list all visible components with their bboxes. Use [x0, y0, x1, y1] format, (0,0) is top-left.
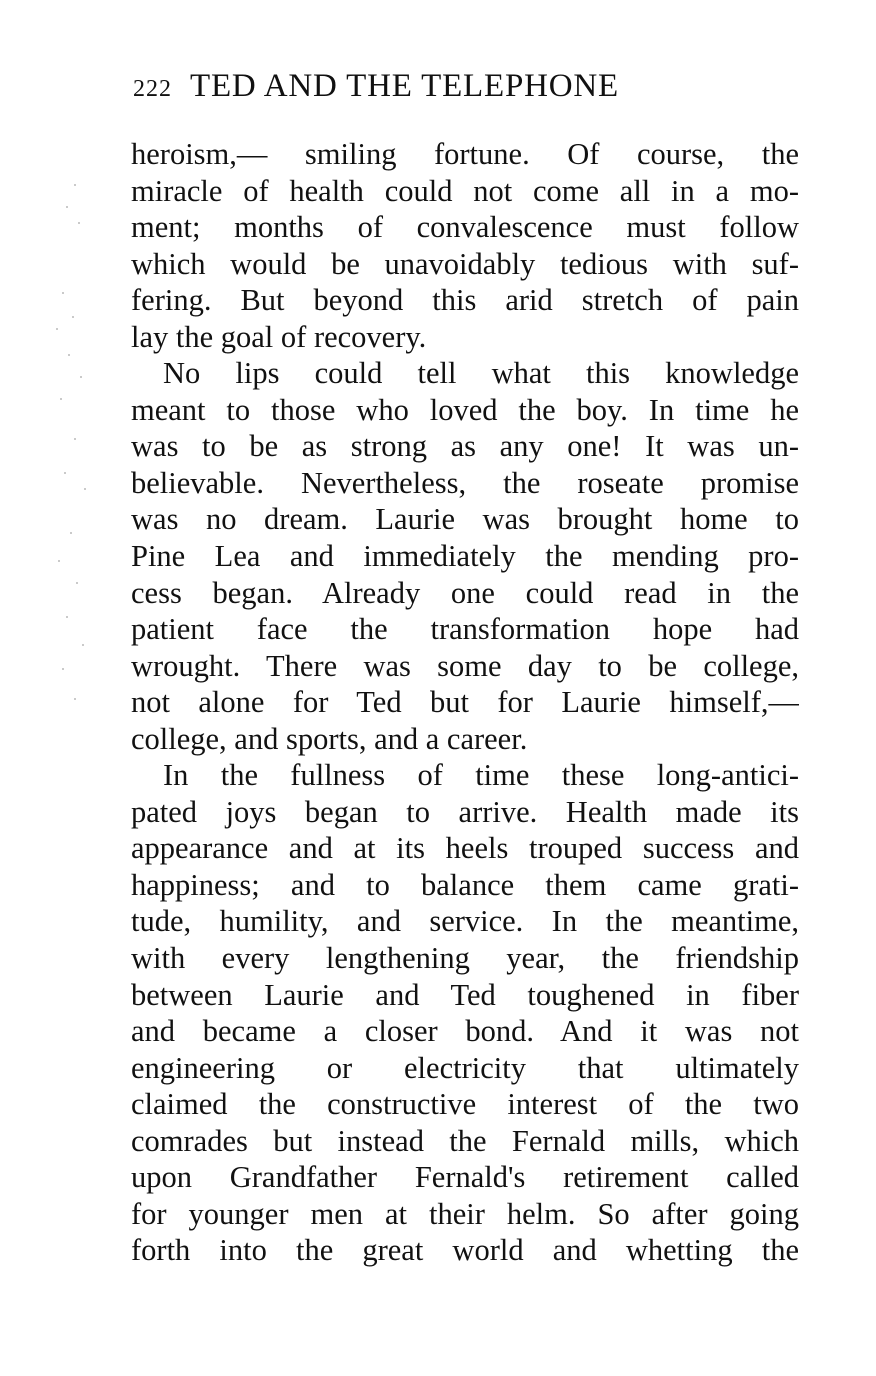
text-line: happiness; and to balance them came grati- — [131, 867, 799, 902]
text-line: cess began. Already one could read in the — [131, 575, 799, 610]
page-number: 222 — [133, 76, 172, 102]
text-line: upon Grandfather Fernald's retirement called — [131, 1160, 799, 1195]
text-line: not alone for Ted but for Laurie himself,— — [131, 685, 799, 720]
text-line: heroism,— smiling fortune. Of course, the — [131, 137, 799, 171]
text-line: In the fullness of time these long-antici- — [163, 758, 799, 793]
text-line: between Laurie and Ted toughened in fiber — [131, 977, 799, 1012]
margin-bleed-through-specks — [44, 170, 104, 730]
text-line: meant to those who loved the boy. In time he — [131, 392, 799, 427]
text-line: pated joys began to arrive. Health made its — [131, 794, 799, 829]
text-line: lay the goal of recovery. — [131, 319, 427, 354]
text-line: believable. Nevertheless, the roseate promise — [131, 465, 799, 500]
running-title: TED AND THE TELEPHONE — [190, 68, 619, 104]
text-line: which would be unavoidably tedious with suf- — [131, 246, 799, 281]
text-line: appearance and at its heels trouped success and — [131, 831, 799, 866]
text-line: tude, humility, and service. In the meantime, — [131, 904, 799, 939]
text-line: wrought. There was some day to be college, — [131, 648, 799, 683]
text-line: was to be as strong as any one! It was un- — [131, 429, 799, 464]
text-line: and became a closer bond. And it was not — [131, 1014, 799, 1049]
text-line: with every lengthening year, the friendship — [131, 941, 799, 976]
running-head — [133, 68, 733, 114]
text-line: college, and sports, and a career. — [131, 721, 528, 756]
text-line: No lips could tell what this knowledge — [163, 356, 799, 391]
text-line: patient face the transformation hope had — [131, 612, 799, 647]
text-line: comrades but instead the Fernald mills, which — [131, 1123, 799, 1158]
text-line: engineering or electricity that ultimately — [131, 1050, 799, 1085]
text-line: claimed the constructive interest of the two — [131, 1087, 799, 1122]
body-text — [131, 136, 799, 1269]
text-line: miracle of health could not come all in a mo- — [131, 173, 799, 208]
text-line: forth into the great world and whetting the — [131, 1233, 799, 1268]
text-line: fering. But beyond this arid stretch of pain — [131, 283, 799, 318]
text-line: was no dream. Laurie was brought home to — [131, 502, 799, 537]
text-line: ment; months of convalescence must follow — [131, 210, 799, 245]
text-line: for younger men at their helm. So after going — [131, 1196, 799, 1231]
text-line: Pine Lea and immediately the mending pro- — [131, 539, 799, 574]
